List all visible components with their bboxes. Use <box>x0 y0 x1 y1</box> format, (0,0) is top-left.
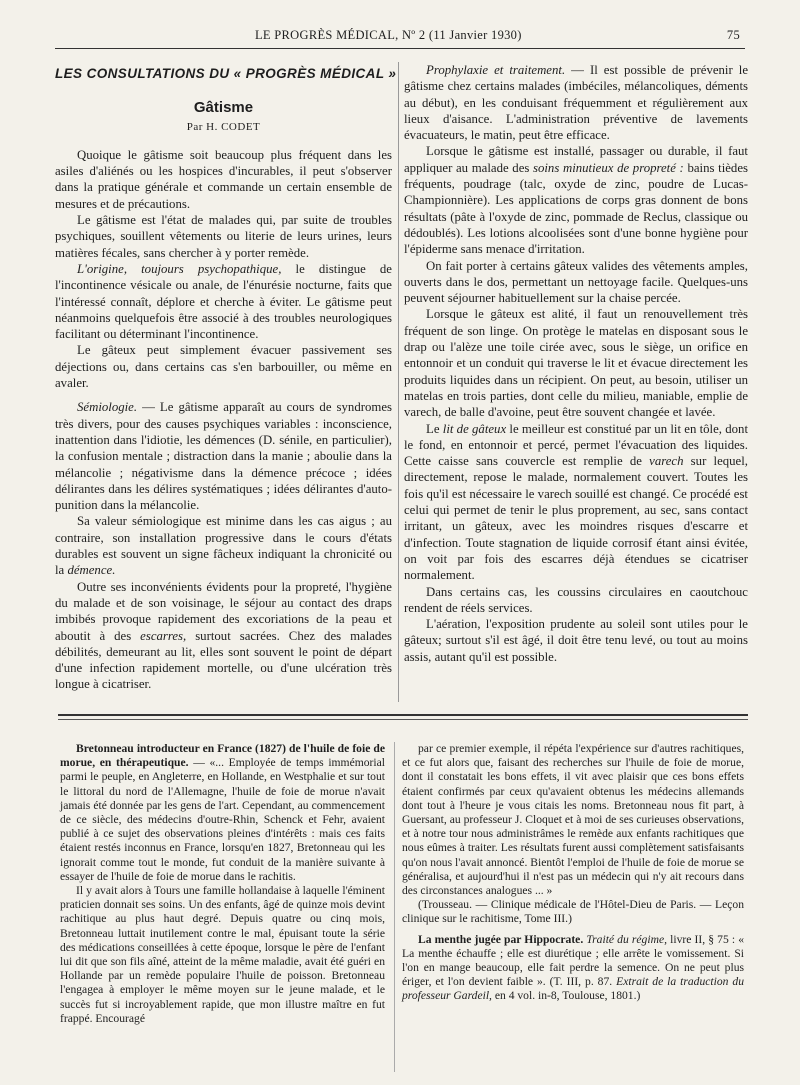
paragraph-text: livre II, § 75 : « La menthe échauffe ; elle est diurétique ; elle arrête le vomissement. Si l'on en mange beaucoup, elle fait perdre la semence. On ne peut plus ériger, et l'on devient faible ». (T. III, p. 87. <box>402 932 744 989</box>
lower-left-column <box>60 742 385 1026</box>
italic-phrase: escarres, <box>140 628 187 643</box>
paragraph-text: sur lequel, directement, repose le malade, normalement couvert. Toutes les fois qu'il est nécessaire le varech souillé est changé. Ce procédé est celui qui permet de tenir le plus proprement, au sec, sans contact irritant, un gâteux, avec les moindres risques d'escarre et d'infection. Toute stagnation de liquide corrosif étant ainsi évitée, on voit par fois des escarres déjà étendues se cicatriser normalement. <box>404 454 748 583</box>
paragraph-text: — Il est possible de prévenir le gâtisme chez certains malades (imbéciles, mélancoliques, déments au début), en les conduisant fréquemment et régulièrement aux lieux d'aisance. L'administration préventive de lavements évacuateurs, le matin, peut être efficace. <box>404 63 748 143</box>
section-rule-thin <box>58 719 748 720</box>
note-heading: Bretonneau introducteur en France (1827) de l'huile de foie de morue, en thérapeutique. <box>60 742 385 770</box>
paragraph <box>55 261 392 342</box>
paragraph-text: le distingue de l'incontinence vésicale ou anale, de l'énurésie nocturne, faits que l'intéressé connaît, déplore et cherche à éviter. Le gâtisme peut néanmoins quelquefois être associé à des troubles neurologiques facilitant ou déterminant l'incontinence. <box>55 261 392 342</box>
paragraph <box>404 143 748 257</box>
paragraph <box>402 933 744 1004</box>
paragraph <box>404 421 748 584</box>
paragraph <box>404 62 748 143</box>
article-title: Gâtisme <box>193 99 254 117</box>
paragraph: Dans certains cas, les coussins circulaires en caoutchouc rendent de réels services. <box>404 584 748 615</box>
paragraph-text: — «... Employée de temps immémorial parmi le peuple, en Angleterre, en Hollande, en Westphalie et sur tout le littoral du nord de l'Allemagne, l'huile de foie de morue n'avait jamais été donnée par les gens de l'art. Cependant, au commencement de ce siècle, des médecins d'outre-Rhin, Schenck et Fehr, avaient publié à ce sujet des observations pleines d'intérêts : mais ces faits étaient restés inconnus en France, lorsqu'en 1827, Bretonneau qui les ignorait comme tout le monde, fut conduit de la manière suivante à essayer de l'huile de foie de morue dans le rachitis. <box>60 756 385 883</box>
column-divider <box>398 62 399 702</box>
paragraph-text: bains tièdes fréquents, poudrage (talc, oxyde de zinc, poudre de Lucas-Championnière). Les applications de corps gras donnent de bons résultats (pâte à l'oxyde de zinc, pommade de Reclus, classique ou dédoublés). Les lotions alcoolisées sont d'une bonne hygiène pour l'épiderme sans menace d'irritation. <box>404 160 748 257</box>
author-name: H. CODET <box>206 120 261 133</box>
paragraph-text: Sa valeur sémiologique est minime dans les cas aigus ; au contraire, son installation progressive dans le cours d'états durables est souvent un signe fâcheux indiquant la chronicité ou la <box>55 514 392 578</box>
note-heading: La menthe jugée par Hippocrate. <box>418 932 584 946</box>
paragraph-text: — Le gâtisme apparaît au cours de syndromes très divers, pour des causes psychiques variables : inconscience, inattention dans l'idiotie, les démences (D. sénile, en particulier), la confusion mentale ; distraction dans la manie ; aboulie dans la mélancolie ; négativisme dans la démence précoce ; idées délirantes dans les délires systématiques ; idées délirantes d'auto-punition dans la mélancolie. <box>55 400 392 513</box>
italic-phrase: L'origine, toujours psychopathique, <box>77 261 282 276</box>
paragraph: Le gâtisme est l'état de malades qui, par suite de troubles psychiques, souillent vêtements ou literie de leurs urines, leurs matières fécales, sans chercher à y porter remède. <box>55 213 392 260</box>
header-rule <box>55 48 745 49</box>
paragraph-text: surtout sacrées. Chez des malades débilités, demeurant au lit, elles sont souvent le point de départ d'une infection rapidement mortelle, ou d'une ulcération très longue à cicatriser. <box>55 628 392 692</box>
subsection-heading: Sémiologie. <box>77 400 138 415</box>
lower-column-divider <box>394 742 395 1072</box>
italic-phrase: Extrait de la traduction du professeur Gardeil, <box>402 975 744 1003</box>
paragraph: Lorsque le gâteux est alité, il faut un renouvellement très fréquent de son linge. On protège le matelas en disposant sous le drap ou l'alèze une toile cirée avec, sous le siège, un orifice en entonnoir et un conduit qui traverse le lit et évacue directement les produits liquides dans un récipient. On peut, au besoin, utiliser un matelas en trois parties, dont celle du milieu, maniable, emplie de varech, de balle d'avoine, peut être souvent changée et lavée. <box>404 307 748 420</box>
paragraph: Le gâteux peut simplement évacuer passivement ses déjections ou, dans certains cas s'en barbouiller, ou même en avaler. <box>55 343 392 391</box>
lower-right-column <box>402 742 744 1004</box>
byline-prefix: Par <box>186 120 203 133</box>
paragraph <box>55 579 392 693</box>
paragraph-text: en 4 vol. in-8, Toulouse, 1801.) <box>491 989 641 1003</box>
page-number: 75 <box>726 28 740 42</box>
paragraph <box>55 399 392 513</box>
paragraph <box>60 742 385 884</box>
section-rule <box>58 714 748 716</box>
italic-phrase: lit de gâteux <box>442 421 507 436</box>
paragraph-text: le meilleur est constitué par un lit en tôle, dont le fond, en entonnoir et percé, permet l'évacuation des liquides. Cette caisse sans couvercle est remplie de <box>404 421 748 469</box>
italic-phrase: soins minutieux de propreté : <box>533 160 684 175</box>
paragraph: Quoique le gâtisme soit beaucoup plus fréquent dans les asiles d'aliénés ou les hospices d'incurables, il peut s'observer dans la pratique générale et commande un certain ensemble de mesures et de précautions. <box>55 147 392 211</box>
running-title: LE PROGRÈS MÉDICAL, Nº 2 (11 Janvier 1930) <box>255 28 522 42</box>
paragraph: Il y avait alors à Tours une famille hollandaise à laquelle l'éminent praticien donnait ses soins. Un des enfants, âgé de quinze mois devint rachitique au plus haut degré. Depuis quatre ou cinq mois, Bretonneau luttait inutilement contre le mal, épuisant toute la série des médications conseillées à cette époque, lorsque le père de l'enfant lui dit que son fils aîné, atteint de la même maladie, avait été guéri en Hollande par un remède populaire l'huile de poisson. Bretonneau l'engagea à employer le même moyen sur le jeune malade, et le succès fut si incroyablement rapide, que mon illustre maître en fut frappé. Encouragé <box>60 884 385 1025</box>
paragraph: par ce premier exemple, il répéta l'expérience sur d'autres rachitiques, et ce fut alors que, faisant des recherches sur l'huile de foie de morue, dont il constatait les bons effets, il vit avec plaisir que ces bons effets étaient confirmés par ceux qu'avaient obtenus les médecins allemands dont tout à l'heure je vous citais les noms. Bretonneau nous fit part, à Guersant, au professeur J. Cloquet et à moi de ses curieuses observations, et à notre tour nous administrâmes le remède aux enfants rachitiques que nous eûmes à traiter. Les résultats furent aussi complètement satisfaisants qu'on nous l'avait annoncé. Bientôt l'emploi de l'huile de foie de morue se généralisa, et aujourd'hui il n'est pas un médecin qui n'y ait recours dans des circonstances analogues ... » <box>402 742 744 898</box>
italic-phrase: varech <box>649 454 684 469</box>
byline <box>55 119 392 135</box>
italic-phrase: démence. <box>67 563 116 578</box>
paragraph-text: Le <box>426 421 443 436</box>
section-title: LES CONSULTATIONS DU « PROGRÈS MÉDICAL » <box>55 66 397 81</box>
running-header <box>50 28 740 46</box>
paragraph: On fait porter à certains gâteux valides des vêtements amples, ouverts dans le dos, permettant un nettoyage facile. Quelques-uns peuvent séjourner habituellement sur la chaise percée. <box>404 258 748 306</box>
right-column <box>404 62 748 665</box>
paragraph <box>55 513 392 578</box>
subsection-heading: Prophylaxie et traitement. <box>426 63 566 77</box>
paragraph-text: Outre ses inconvénients évidents pour la propreté, l'hygiène du malade et de son voisinage, le séjour au contact des draps imbibés provoque rapidement des excoriations de la peau et aboutit à des <box>55 579 392 643</box>
left-column <box>55 66 397 693</box>
paragraph: (Trousseau. — Clinique médicale de l'Hôtel-Dieu de Paris. — Leçon clinique sur le rachitisme, Tome III.) <box>402 898 744 926</box>
italic-phrase: Traité du régime, <box>583 932 667 946</box>
paragraph-text: Lorsque le gâtisme est installé, passager ou durable, il faut appliquer au malade des <box>404 144 748 175</box>
paragraph: L'aération, l'exposition prudente au soleil sont utiles pour le gâteux; surtout s'il est âgé, il doit être tenu levé, ou tout au moins assis, autant qu'il est possible. <box>404 617 748 664</box>
